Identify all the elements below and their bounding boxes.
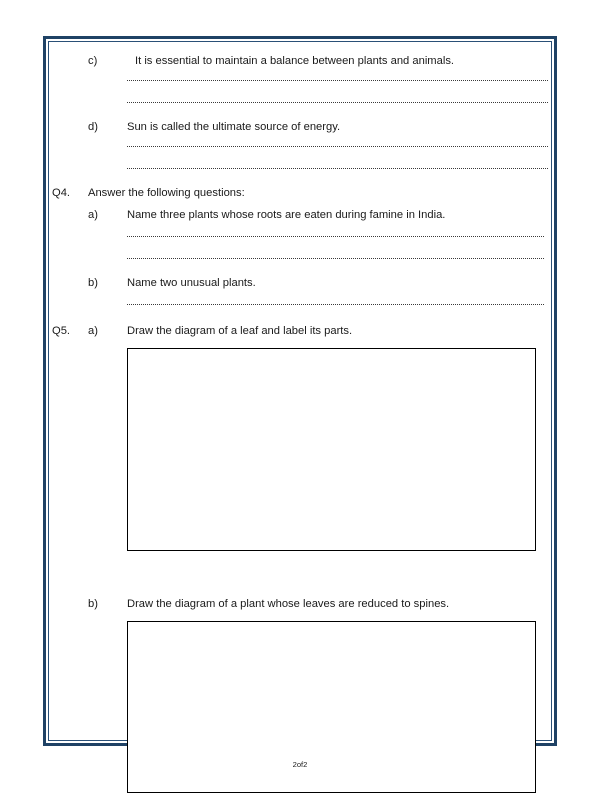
question-text-c: It is essential to maintain a balance between plants and animals. [135,55,455,67]
spacer [52,316,548,324]
dotted-rule [127,79,548,81]
answer-line-q4a-2[interactable] [52,254,548,270]
question-text-q5b: Draw the diagram of a plant whose leaves are reduced to spines. [127,598,450,610]
question-label-q4a: a) [88,209,98,221]
question-text-q4a: Name three plants whose roots are eaten during famine in India. [127,209,446,221]
question-text-q4b: Name two unusual plants. [127,277,256,289]
answer-line-c-1[interactable] [52,76,548,92]
question-label-d: d) [88,121,98,133]
spacer [52,46,548,54]
question-item-q4b [52,276,548,290]
dotted-rule [127,257,544,259]
answer-line-d-1[interactable] [52,142,548,158]
page-content [52,46,548,736]
dotted-rule [127,145,548,147]
dotted-rule [127,167,548,169]
question-label-q5b: b) [88,598,98,610]
spacer [52,551,548,577]
question-text-q5a: Draw the diagram of a leaf and label its parts. [127,325,353,337]
spacer [52,134,548,142]
answer-line-c-2[interactable] [52,98,548,114]
question-number-q4: Q4. [52,187,71,199]
drawing-box-q5a[interactable] [127,348,536,551]
spacer [52,222,548,232]
question-item-q5a [52,324,548,338]
question-item-c [52,54,548,68]
question-label-q4b: b) [88,277,98,289]
question-item-q5b [52,597,548,611]
spacer [52,290,548,300]
question-q4 [52,186,548,200]
spacer [52,611,548,621]
spacer [52,200,548,208]
spacer [52,338,548,348]
question-item-d [52,120,548,134]
answer-line-q4b-1[interactable] [52,300,548,316]
spacer [52,577,548,597]
question-label-c: c) [88,55,98,67]
question-label-q5a: a) [88,325,98,337]
answer-line-d-2[interactable] [52,164,548,180]
answer-line-q4a-1[interactable] [52,232,548,248]
page-footer: 2of2 [292,760,308,769]
question-item-q4a [52,208,548,222]
question-text-d: Sun is called the ultimate source of energy. [127,121,341,133]
dotted-rule [127,235,544,237]
question-text-q4: Answer the following questions: [88,187,245,199]
question-number-q5: Q5. [52,325,71,337]
spacer [52,68,548,76]
dotted-rule [127,101,548,103]
dotted-rule [127,303,544,305]
